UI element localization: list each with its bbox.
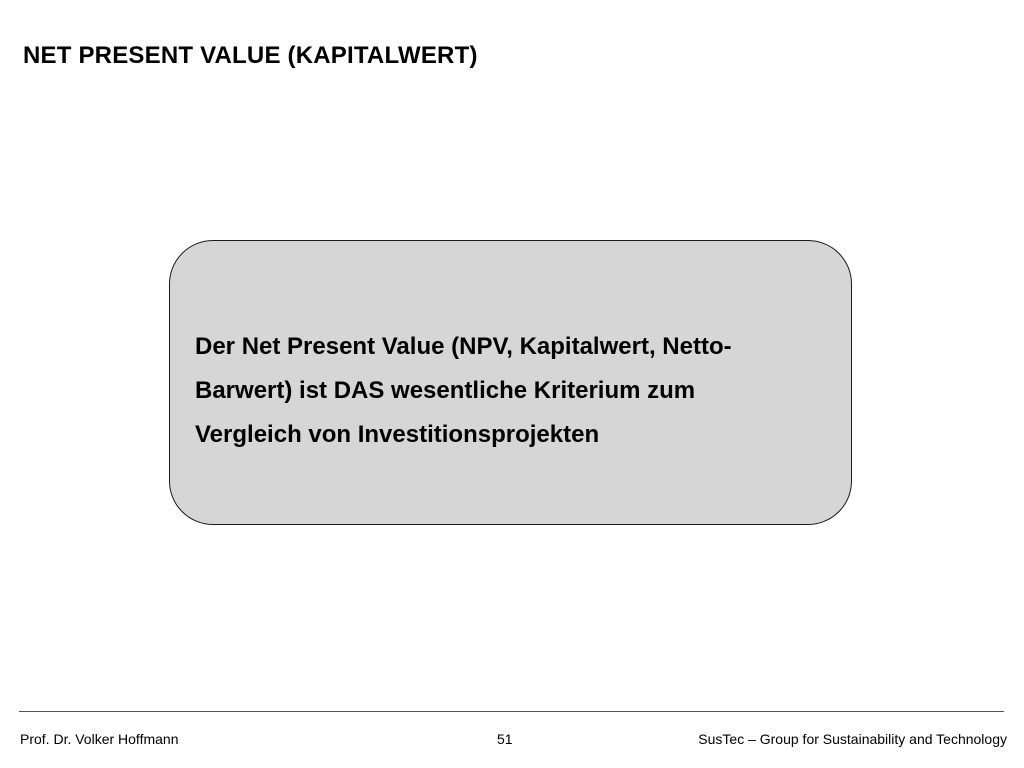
footer-divider xyxy=(19,711,1004,712)
footer-author: Prof. Dr. Volker Hoffmann xyxy=(20,731,179,747)
definition-line-3: Vergleich von Investitionsprojekten xyxy=(195,421,600,448)
definition-text xyxy=(195,325,835,457)
definition-line-2: Barwert) ist DAS wesentliche Kriterium zum xyxy=(195,377,696,404)
definition-callout-box xyxy=(169,240,852,525)
page-number: 51 xyxy=(497,731,513,747)
footer-organization: SusTec – Group for Sustainability and Technology xyxy=(698,731,1007,747)
definition-line-1: Der Net Present Value (NPV, Kapitalwert, Netto- xyxy=(195,333,732,360)
slide-title: NET PRESENT VALUE (KAPITALWERT) xyxy=(23,42,478,69)
